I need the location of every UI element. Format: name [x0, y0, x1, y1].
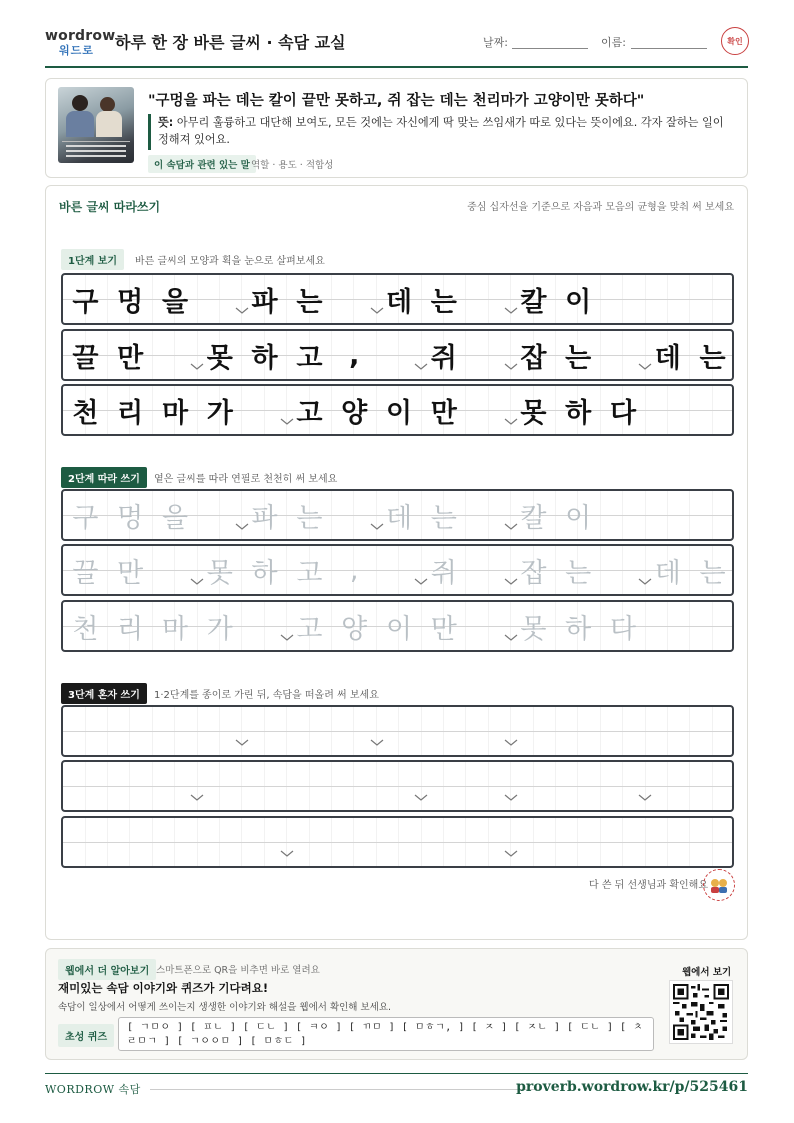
proverb-quote: "구멍을 파는 데는 칼이 끝만 못하고, 쥐 잡는 데는 천리마가 고양이만 못하다"	[148, 93, 645, 109]
date-label: 날짜:	[483, 36, 508, 49]
bottom-rule	[45, 1073, 748, 1074]
model-character: 쥐	[430, 342, 457, 374]
model-character: 고	[296, 342, 323, 374]
web-description: 속담이 일상에서 어떻게 쓰이는지 생생한 이야기와 해설을 웹에서 확인해 보세요.	[58, 1002, 392, 1013]
model-character: 는	[430, 286, 457, 318]
model-character: 칼	[520, 286, 547, 318]
model-character: 하	[251, 342, 278, 374]
model-character: 는	[699, 342, 726, 374]
teacher-check-text: 다 쓴 뒤 선생님과 확인해요	[589, 880, 708, 891]
model-character: 멍	[117, 286, 144, 318]
model-character: 천	[72, 397, 99, 429]
practice-hint: 중심 십자선을 기준으로 자음과 모음의 균형을 맞춰 써 보세요	[467, 202, 734, 213]
model-character: 구	[72, 286, 99, 318]
page-title: 하루 한 장 바른 글씨 · 속담 교실	[115, 33, 346, 52]
page-header	[45, 22, 748, 68]
model-character: 마	[161, 397, 189, 429]
space-marker-icon	[370, 737, 384, 747]
trace-character: 하	[251, 557, 278, 589]
trace-character: 는	[430, 502, 457, 534]
trace-character: ,	[349, 554, 359, 586]
qr-hint: 스마트폰으로 QR을 비추면 바로 열려요	[156, 965, 320, 976]
step2-row-2[interactable]	[61, 544, 734, 596]
step3-hint: 1·2단계를 종이로 가린 뒤, 속담을 떠올려 써 보세요	[154, 690, 379, 701]
logo-wordmark: wordrow	[45, 28, 116, 44]
step1-label: 1단계 보기	[61, 249, 124, 270]
proverb-url-link[interactable]: proverb.wordrow.kr/p/525461	[516, 1079, 748, 1095]
space-marker-icon	[504, 737, 518, 747]
step3-row-1[interactable]	[61, 705, 734, 757]
related-words: 역할 · 용도 · 적합성	[251, 160, 334, 171]
trace-character: 멍	[117, 502, 144, 534]
model-character: 하	[565, 397, 592, 429]
footer-brand: WORDROW 속담	[45, 1083, 141, 1096]
meaning-label: 뜻:	[158, 116, 174, 129]
space-marker-icon	[504, 792, 518, 802]
trace-character: 파	[251, 502, 278, 534]
quiz-label: 초성 퀴즈	[58, 1024, 114, 1047]
step3-label: 3단계 혼자 쓰기	[61, 683, 147, 704]
trace-character: 천	[72, 613, 99, 645]
practice-title: 바른 글씨 따라쓰기	[59, 200, 161, 214]
proverb-card	[45, 78, 748, 178]
name-label: 이름:	[601, 36, 626, 49]
trace-character: 끌	[72, 557, 99, 589]
initial-consonant-quiz: [ ㄱㅁㅇ ] [ ㅍㄴ ] [ ㄷㄴ ] [ ㅋㅇ ] [ ㄲㅁ ] [ ㅁㅎㄱ, ] [ ㅈ ] [ ㅈㄴ ] [ ㄷㄴ ] [ ㅊㄹㅁㄱ ] [ ㄱㅇㅇㅁ ] [ ㅁㅎㄷ ]	[118, 1017, 654, 1051]
model-character: 는	[565, 342, 592, 374]
step2-hint: 옅은 글씨를 따라 연필로 천천히 써 보세요	[154, 474, 338, 485]
trace-character: 고	[296, 613, 323, 645]
qr-label: 웹에서 보기	[682, 967, 732, 978]
web-more-tag: 웹에서 더 알아보기	[58, 959, 156, 980]
trace-character: 못	[206, 557, 233, 589]
model-character: 을	[161, 286, 189, 318]
trace-character: 이	[565, 502, 592, 534]
model-character: 데	[385, 286, 413, 318]
footer-divider	[150, 1089, 540, 1090]
step3-row-2[interactable]	[61, 760, 734, 812]
wordrow-logo	[45, 28, 116, 57]
model-character: 잡	[520, 342, 547, 374]
model-character: ,	[349, 339, 360, 371]
web-headline: 재미있는 속담 이야기와 퀴즈가 기다려요!	[58, 981, 269, 995]
space-marker-icon	[235, 737, 249, 747]
related-label: 이 속담과 관련 있는 말	[148, 155, 256, 173]
model-character: 고	[296, 397, 323, 429]
trace-character: 다	[609, 613, 637, 645]
practice-section	[45, 185, 748, 940]
trace-character: 을	[161, 502, 189, 534]
trace-character: 하	[565, 613, 592, 645]
teacher-seal-icon	[703, 869, 735, 901]
step2-row-3[interactable]	[61, 600, 734, 652]
model-character: 다	[609, 397, 637, 429]
logo-korean: 워드로	[59, 44, 94, 57]
step1-row-3	[61, 384, 734, 436]
model-character: 이	[565, 286, 592, 318]
step2-label: 2단계 따라 쓰기	[61, 467, 147, 488]
model-character: 가	[206, 397, 233, 429]
model-character: 데	[654, 342, 681, 374]
space-marker-icon	[190, 792, 204, 802]
trace-character: 고	[296, 557, 323, 589]
trace-character: 이	[385, 613, 413, 645]
step1-hint: 바른 글씨의 모양과 획을 눈으로 살펴보세요	[135, 256, 325, 267]
model-character: 파	[251, 286, 278, 318]
trace-character: 잡	[520, 557, 547, 589]
web-info-card	[45, 948, 748, 1060]
trace-character: 는	[296, 502, 323, 534]
space-marker-icon	[638, 792, 652, 802]
step1-row-2	[61, 329, 734, 381]
model-character: 는	[296, 286, 323, 318]
trace-character: 칼	[520, 502, 547, 534]
model-character: 만	[117, 342, 144, 374]
trace-character: 는	[565, 557, 592, 589]
date-field[interactable]	[512, 48, 588, 49]
trace-character: 만	[430, 613, 457, 645]
trace-character: 는	[699, 557, 726, 589]
model-character: 못	[520, 397, 547, 429]
qr-code-icon[interactable]	[669, 980, 733, 1044]
model-character: 리	[117, 397, 144, 429]
trace-character: 데	[385, 502, 413, 534]
step2-row-1[interactable]	[61, 489, 734, 541]
trace-character: 마	[161, 613, 189, 645]
model-character: 못	[206, 342, 233, 374]
trace-character: 리	[117, 613, 144, 645]
space-marker-icon	[414, 792, 428, 802]
step3-row-3[interactable]	[61, 816, 734, 868]
space-marker-icon	[280, 848, 294, 858]
proverb-meaning	[158, 114, 728, 148]
trace-character: 못	[520, 613, 547, 645]
proverb-illustration	[58, 87, 134, 163]
model-character: 끌	[72, 342, 99, 374]
trace-character: 가	[206, 613, 233, 645]
space-marker-icon	[504, 848, 518, 858]
model-character: 이	[385, 397, 413, 429]
model-character: 양	[341, 397, 368, 429]
check-seal-icon: 확인	[721, 27, 749, 55]
trace-character: 구	[72, 502, 99, 534]
model-character: 만	[430, 397, 457, 429]
trace-character: 만	[117, 557, 144, 589]
meaning-accent-bar	[148, 114, 151, 150]
trace-character: 데	[654, 557, 681, 589]
meaning-text: 아무리 훌륭하고 대단해 보여도, 모든 것에는 자신에게 딱 맞는 쓰임새가 따로 있다는 뜻이에요. 각자 잘하는 일이 정해져 있어요.	[158, 116, 724, 146]
name-field[interactable]	[631, 48, 707, 49]
step1-row-1	[61, 273, 734, 325]
trace-character: 양	[341, 613, 368, 645]
trace-character: 쥐	[430, 557, 457, 589]
